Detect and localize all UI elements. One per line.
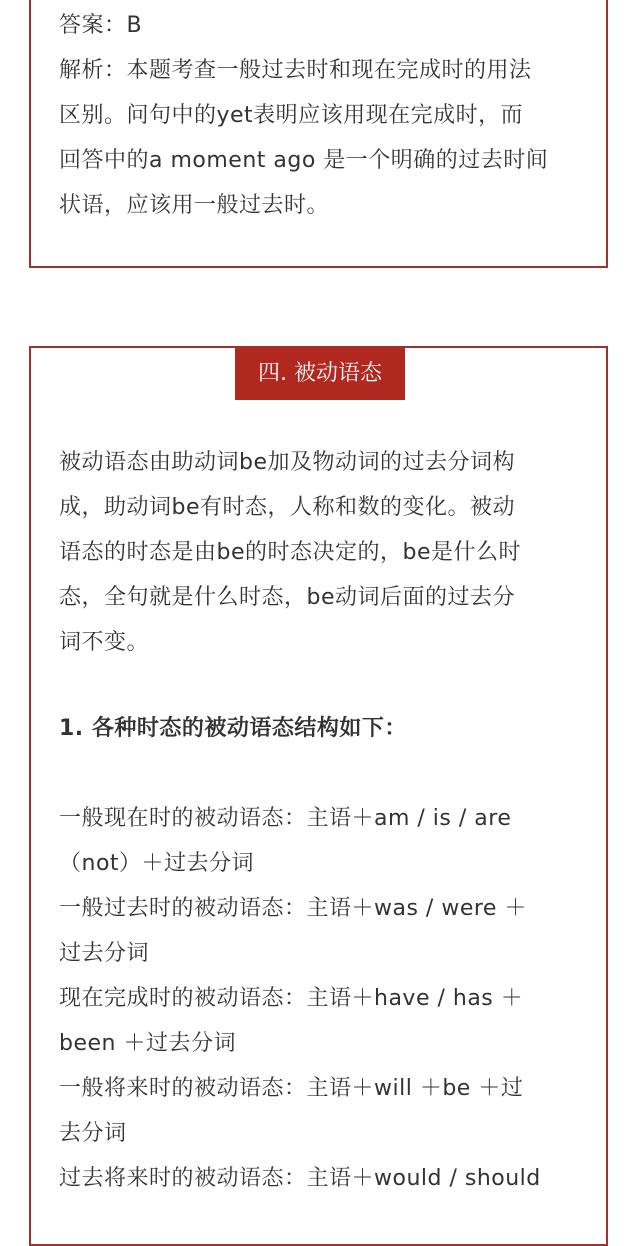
section-title: 四. 被动语态 [235, 348, 405, 400]
intro-line: 词不变。 [59, 630, 150, 655]
intro-line: 被动语态由助动词be加及物动词的过去分词构 [59, 450, 516, 475]
analysis-line: 状语，应该用一般过去时。 [59, 193, 330, 218]
list-line: 一般将来时的被动语态：主语＋will ＋be ＋过 [59, 1076, 524, 1101]
answer-text [59, 3, 596, 228]
analysis-line: 区别。问句中的yet表明应该用现在完成时，而 [59, 103, 524, 128]
section-intro [59, 440, 596, 665]
list-line: 过去将来时的被动语态：主语＋would / should [59, 1166, 541, 1191]
analysis-line: 解析：本题考查一般过去时和现在完成时的用法 [59, 58, 532, 83]
tense-list [59, 796, 596, 1201]
list-line: 现在完成时的被动语态：主语＋have / has ＋ [59, 986, 524, 1011]
analysis-line: 回答中的a moment ago 是一个明确的过去时间 [59, 148, 549, 173]
list-line: （not）＋过去分词 [59, 851, 255, 876]
list-line: 过去分词 [59, 941, 150, 966]
section-heading: 1. 各种时态的被动语态结构如下： [59, 716, 407, 741]
answer-line: 答案：B [59, 13, 143, 38]
intro-line: 语态的时态是由be的时态决定的，be是什么时 [59, 540, 522, 565]
list-line: 去分词 [59, 1121, 127, 1146]
list-line: 一般现在时的被动语态：主语＋am / is / are [59, 806, 512, 831]
list-line: 一般过去时的被动语态：主语＋was / were ＋ [59, 896, 527, 921]
answer-box [29, 0, 608, 268]
list-line: been ＋过去分词 [59, 1031, 236, 1056]
intro-line: 态，全句就是什么时态，be动词后面的过去分 [59, 585, 516, 610]
intro-line: 成，助动词be有时态，人称和数的变化。被动 [59, 495, 516, 520]
section-box [29, 346, 608, 1246]
